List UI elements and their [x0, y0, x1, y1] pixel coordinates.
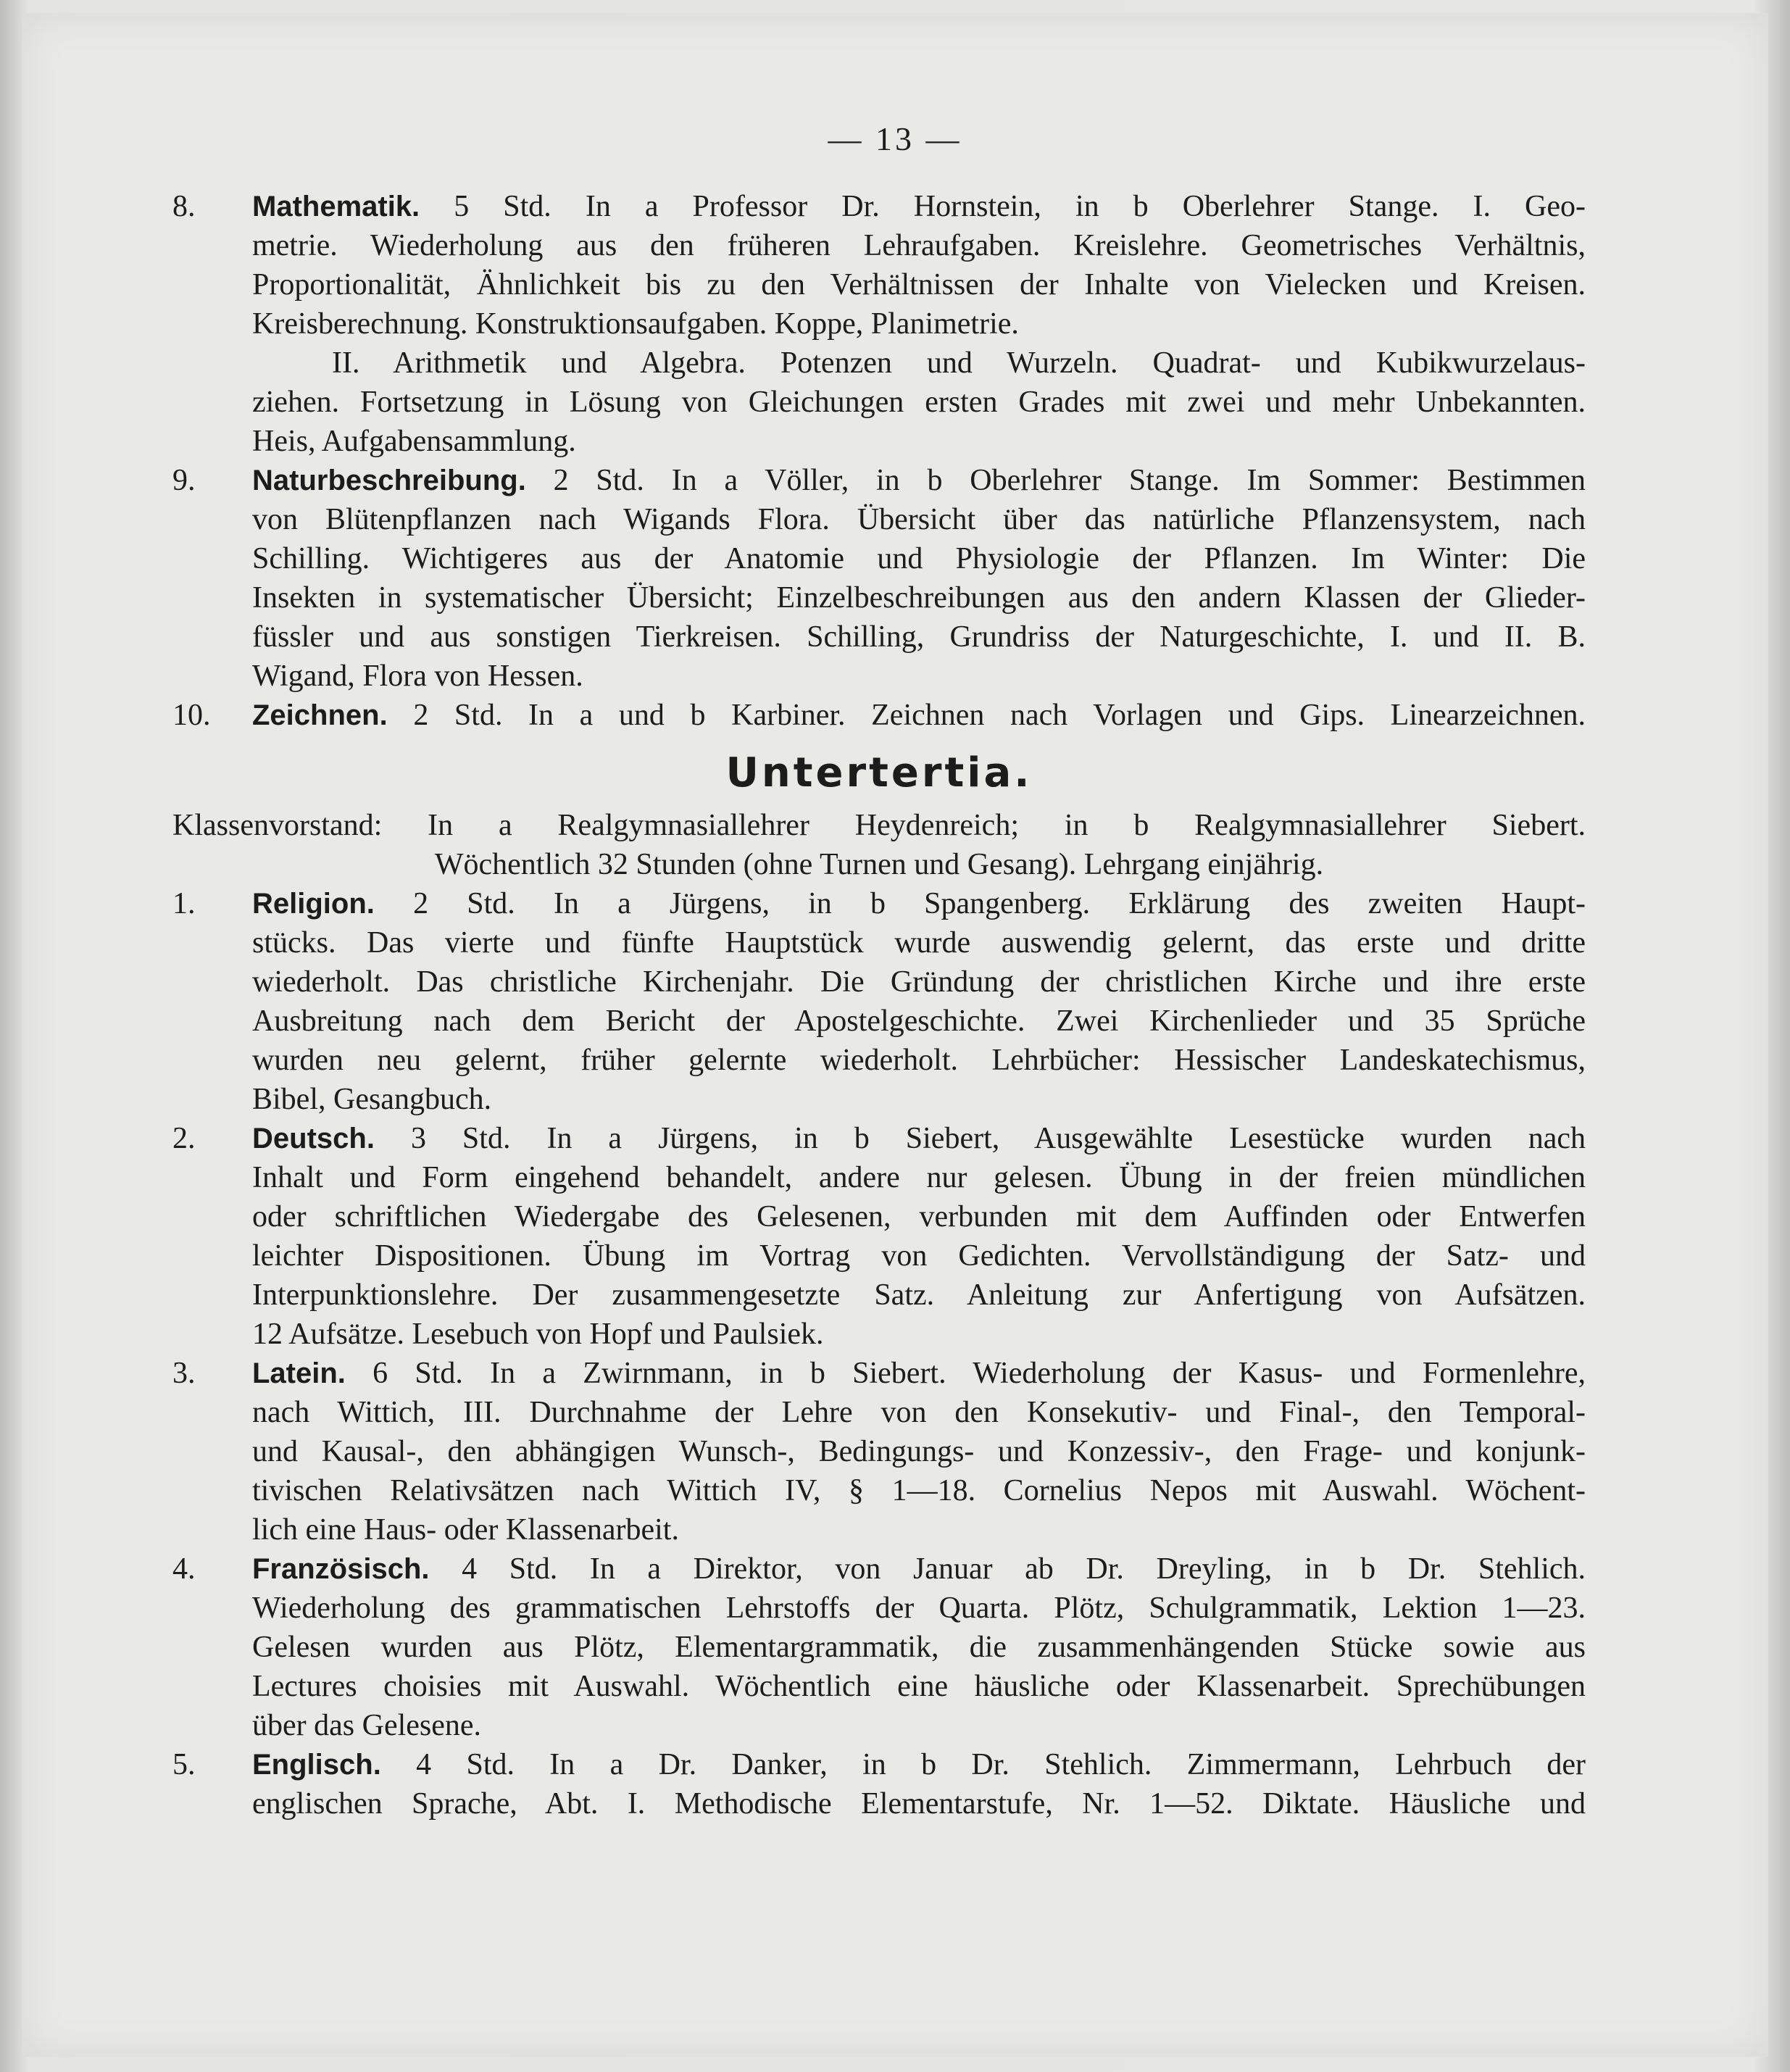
- section-number: 4.: [172, 1552, 196, 1586]
- text-line: 2 Std. In a und b Karbiner. Zeichnen nach Vorlagen und Gips. Linearzeichnen.: [413, 699, 1586, 732]
- text-line: lich eine Haus- oder Klassenarbeit.: [252, 1513, 679, 1547]
- text-line: 6 Std. In a Zwirnmann, in b Siebert. Wiederholung der Kasus- und Formenlehre,: [372, 1357, 1586, 1390]
- text-line: wiederholt. Das christliche Kirchenjahr. Die Gründung der christlichen Kirche und ihre erste: [252, 965, 1586, 999]
- page-content: [172, 187, 1586, 1823]
- section-number: 2.: [172, 1122, 196, 1155]
- section-title: Deutsch.: [252, 1123, 375, 1154]
- section-deutsch: [172, 1119, 1586, 1158]
- section-title: Naturbeschreibung.: [252, 465, 526, 496]
- section-title: Französisch.: [252, 1553, 430, 1585]
- text-line: 5 Std. In a Professor Dr. Hornstein, in b Oberlehrer Stange. I. Geo-: [454, 190, 1586, 223]
- section-englisch: [172, 1745, 1586, 1784]
- section-number: 3.: [172, 1357, 196, 1390]
- text-line: wurden neu gelernt, früher gelernte wiederholt. Lehrbücher: Hessischer Landeskatechismus,: [252, 1044, 1586, 1077]
- text-line: Bibel, Gesangbuch.: [252, 1083, 492, 1116]
- text-line: Heis, Aufgabensammlung.: [252, 425, 576, 458]
- text-line: Kreisberechnung. Konstruktionsaufgaben. Koppe, Planimetrie.: [252, 307, 1019, 341]
- text-line: 3 Std. In a Jürgens, in b Siebert, Ausgewählte Lesestücke wurden nach: [410, 1122, 1586, 1155]
- text-line: 4 Std. In a Direktor, von Januar ab Dr. Dreyling, in b Dr. Stehlich.: [462, 1552, 1586, 1586]
- page-number: — 13 —: [828, 120, 962, 157]
- section-title: Religion.: [252, 888, 375, 920]
- text-line: II. Arithmetik und Algebra. Potenzen und Wurzeln. Quadrat- und Kubikwurzelaus-: [332, 346, 1586, 380]
- text-line: oder schriftlichen Wiedergabe des Gelesenen, verbunden mit dem Auffinden oder Entwerfen: [252, 1200, 1586, 1233]
- text-line: Schilling. Wichtigeres aus der Anatomie und Physiologie der Pflanzen. Im Winter: Die: [252, 542, 1586, 575]
- text-line: 12 Aufsätze. Lesebuch von Hopf und Paulsiek.: [252, 1318, 824, 1351]
- text-line: nach Wittich, III. Durchnahme der Lehre von den Konsekutiv- und Final-, den Temporal-: [252, 1396, 1586, 1429]
- text-line: 2 Std. In a Völler, in b Oberlehrer Stange. Im Sommer: Bestimmen: [553, 464, 1586, 497]
- klassenvorstand-line: Klassenvorstand: In a Realgymnasiallehrer Heydenreich; in b Realgymnasiallehrer Siebert.: [172, 809, 1586, 842]
- text-line: Lectures choisies mit Auswahl. Wöchentlich eine häusliche oder Klassenarbeit. Sprechübungen: [252, 1670, 1586, 1703]
- section-franzoesisch: [172, 1549, 1586, 1589]
- text-line: englischen Sprache, Abt. I. Methodische Elementarstufe, Nr. 1—52. Diktate. Häusliche und: [252, 1787, 1586, 1821]
- section-number: 10.: [172, 699, 211, 732]
- section-mathematik: [172, 187, 1586, 226]
- text-line: Gelesen wurden aus Plötz, Elementargrammatik, die zusammenhängenden Stücke sowie aus: [252, 1631, 1586, 1664]
- text-line: metrie. Wiederholung aus den früheren Lehraufgaben. Kreislehre. Geometrisches Verhältnis,: [252, 229, 1586, 262]
- section-religion: [172, 884, 1586, 923]
- text-line: 4 Std. In a Dr. Danker, in b Dr. Stehlich. Zimmermann, Lehrbuch der: [416, 1748, 1586, 1781]
- text-line: leichter Dispositionen. Übung im Vortrag von Gedichten. Vervollständigung der Satz- und: [252, 1239, 1586, 1273]
- section-title: Englisch.: [252, 1749, 381, 1781]
- section-latein: [172, 1354, 1586, 1393]
- text-line: von Blütenpflanzen nach Wigands Flora. Übersicht über das natürliche Pflanzensystem, nach: [252, 503, 1586, 536]
- section-title: Zeichnen.: [252, 699, 388, 731]
- text-line: 2 Std. In a Jürgens, in b Spangenberg. Erklärung des zweiten Haupt-: [413, 887, 1586, 920]
- wochenstunden-line: Wöchentlich 32 Stunden (ohne Turnen und Gesang). Lehrgang einjährig.: [434, 848, 1324, 881]
- section-title: Mathematik.: [252, 191, 420, 222]
- text-line: Ausbreitung nach dem Bericht der Apostelgeschichte. Zwei Kirchenlieder und 35 Sprüche: [252, 1004, 1586, 1038]
- text-line: über das Gelesene.: [252, 1709, 482, 1742]
- text-line: ziehen. Fortsetzung in Lösung von Gleichungen ersten Grades mit zwei und mehr Unbekannten.: [252, 386, 1586, 419]
- text-line: Interpunktionslehre. Der zusammengesetzte Satz. Anleitung zur Anfertigung von Aufsätzen.: [252, 1278, 1586, 1312]
- text-line: Wigand, Flora von Hessen.: [252, 660, 583, 693]
- text-line: füssler und aus sonstigen Tierkreisen. Schilling, Grundriss der Naturgeschichte, I. und II. B.: [252, 620, 1586, 654]
- text-line: stücks. Das vierte und fünfte Hauptstück wurde auswendig gelernt, das erste und dritte: [252, 926, 1586, 960]
- section-number: 8.: [172, 190, 196, 223]
- text-line: Inhalt und Form eingehend behandelt, andere nur gelesen. Übung in der freien mündlichen: [252, 1161, 1586, 1194]
- section-title: Latein.: [252, 1357, 346, 1389]
- text-line: und Kausal-, den abhängigen Wunsch-, Bedingungs- und Konzessiv-, den Frage- und konjunk-: [252, 1435, 1586, 1468]
- section-number: 5.: [172, 1748, 196, 1781]
- text-line: Insekten in systematischer Übersicht; Einzelbeschreibungen aus den andern Klassen der Glieder-: [252, 581, 1586, 615]
- section-number: 9.: [172, 464, 196, 497]
- text-line: tivischen Relativsätzen nach Wittich IV, § 1—18. Cornelius Nepos mit Auswahl. Wöchent-: [252, 1474, 1586, 1507]
- section-naturbeschreibung: [172, 461, 1586, 500]
- section-number: 1.: [172, 887, 196, 920]
- section-zeichnen: [172, 696, 1586, 735]
- class-heading: Untertertia.: [725, 749, 1033, 796]
- text-line: Proportionalität, Ähnlichkeit bis zu den Verhältnissen der Inhalte von Vielecken und Kreisen.: [252, 268, 1586, 301]
- text-line: Wiederholung des grammatischen Lehrstoffs der Quarta. Plötz, Schulgrammatik, Lektion 1—23.: [252, 1592, 1586, 1625]
